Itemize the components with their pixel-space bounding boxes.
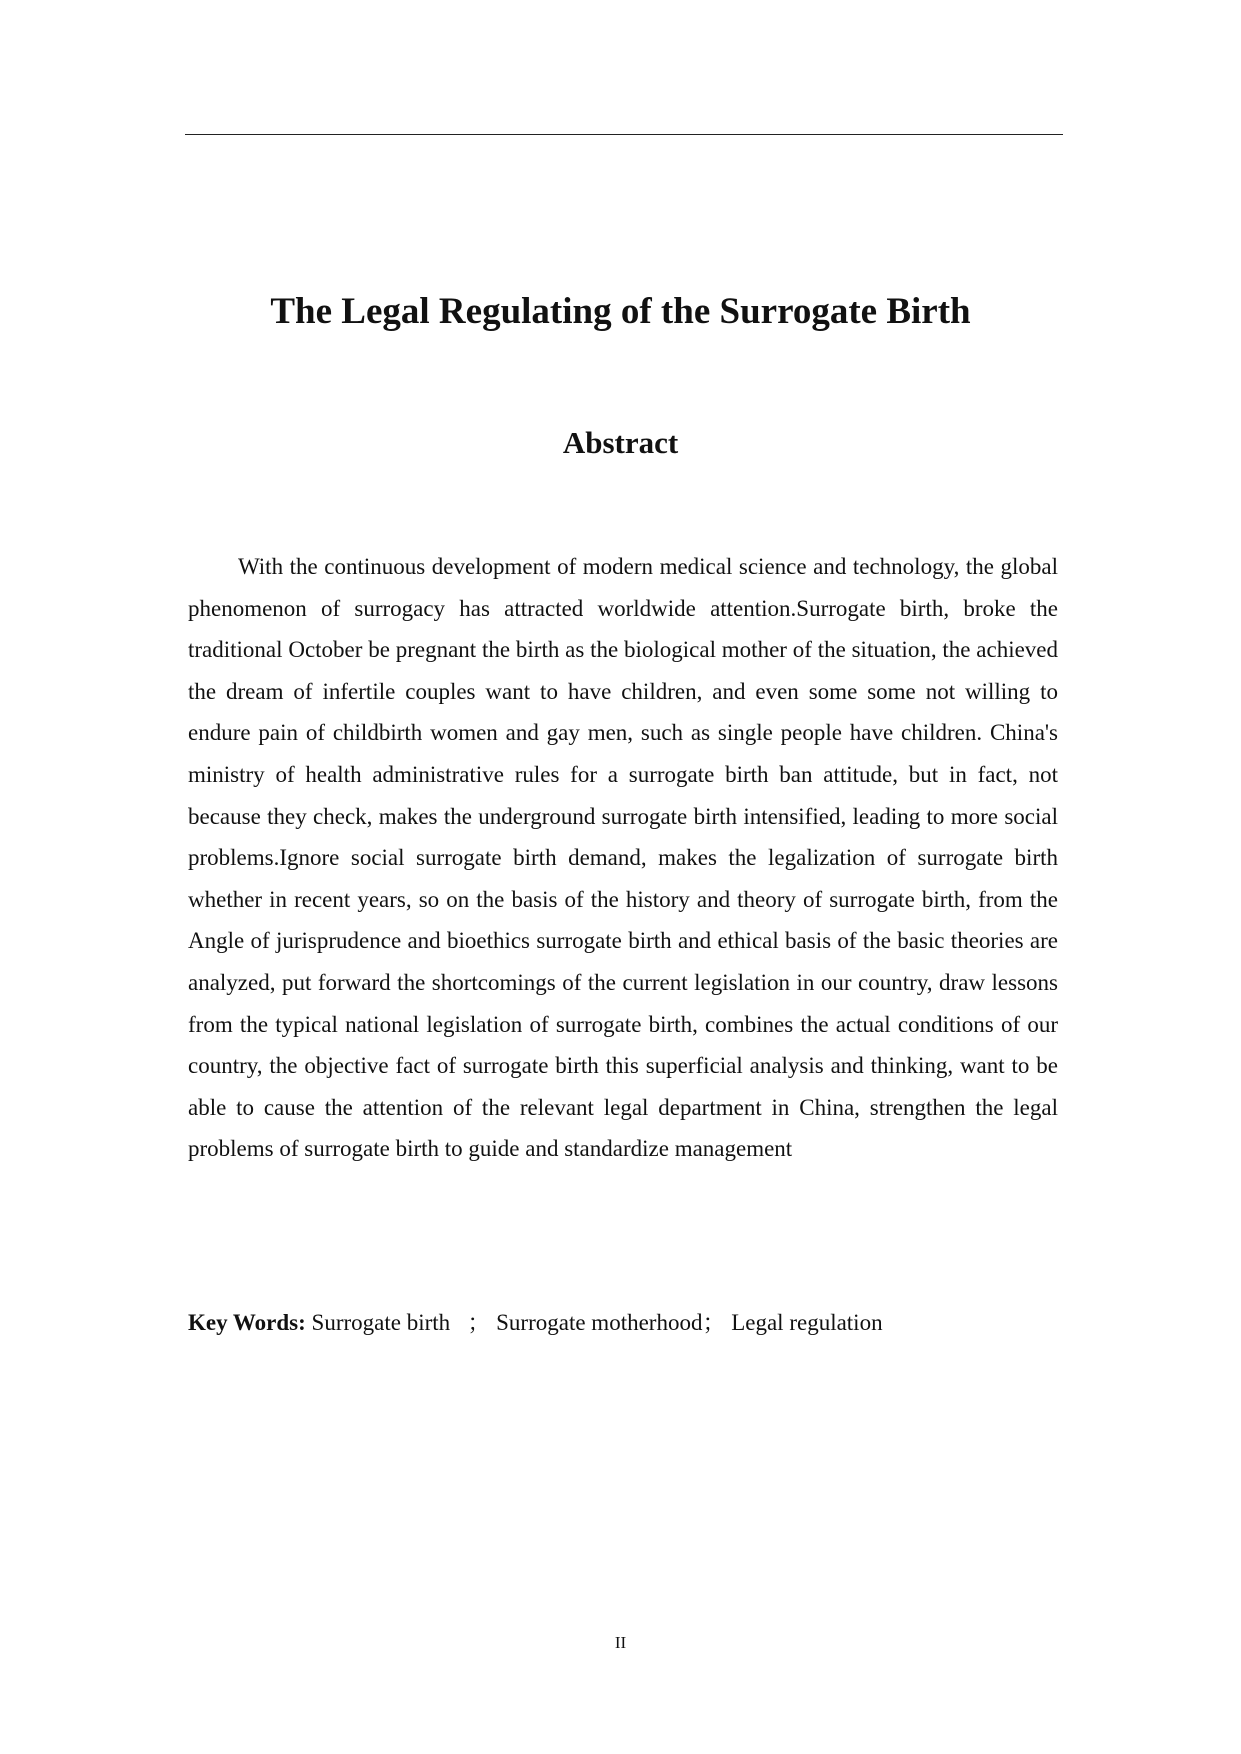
- keyword-item: Legal regulation: [731, 1310, 883, 1335]
- keywords-line: [188, 1307, 1058, 1339]
- abstract-body: With the continuous development of modern medical science and technology, the global phenomenon of surrogacy has attracted worldwide attention.Surrogate birth, broke the traditional October be pregnant the birth as the biological mother of the situation, the achieved the dream of infertile couples want to have children, and even some some not willing to endure pain of childbirth women and gay men, such as single people have children. China's ministry of health administrative rules for a surrogate birth ban attitude, but in fact, not because they check, makes the underground surrogate birth intensified, leading to more social problems.Ignore social surrogate birth demand, makes the legalization of surrogate birth whether in recent years, so on the basis of the history and theory of surrogate birth, from the Angle of jurisprudence and bioethics surrogate birth and ethical basis of the basic theories are analyzed, put forward the shortcomings of the current legislation in our country, draw lessons from the typical national legislation of surrogate birth, combines the actual conditions of our country, the objective fact of surrogate birth this superficial analysis and thinking, want to be able to cause the attention of the relevant legal department in China, strengthen the legal problems of surrogate birth to guide and standardize management: [188, 554, 1058, 1162]
- keyword-item: Surrogate birth: [311, 1310, 451, 1335]
- header-rule: [185, 134, 1063, 135]
- keyword-item: Surrogate motherhood: [496, 1310, 703, 1335]
- document-title: The Legal Regulating of the Surrogate Birth: [270, 291, 971, 332]
- keyword-separator: ；: [467, 1310, 491, 1335]
- keywords-label: Key Words:: [188, 1310, 306, 1335]
- keyword-separator: ；: [702, 1310, 726, 1335]
- abstract-heading: Abstract: [562, 425, 679, 460]
- page-number: II: [614, 1633, 627, 1652]
